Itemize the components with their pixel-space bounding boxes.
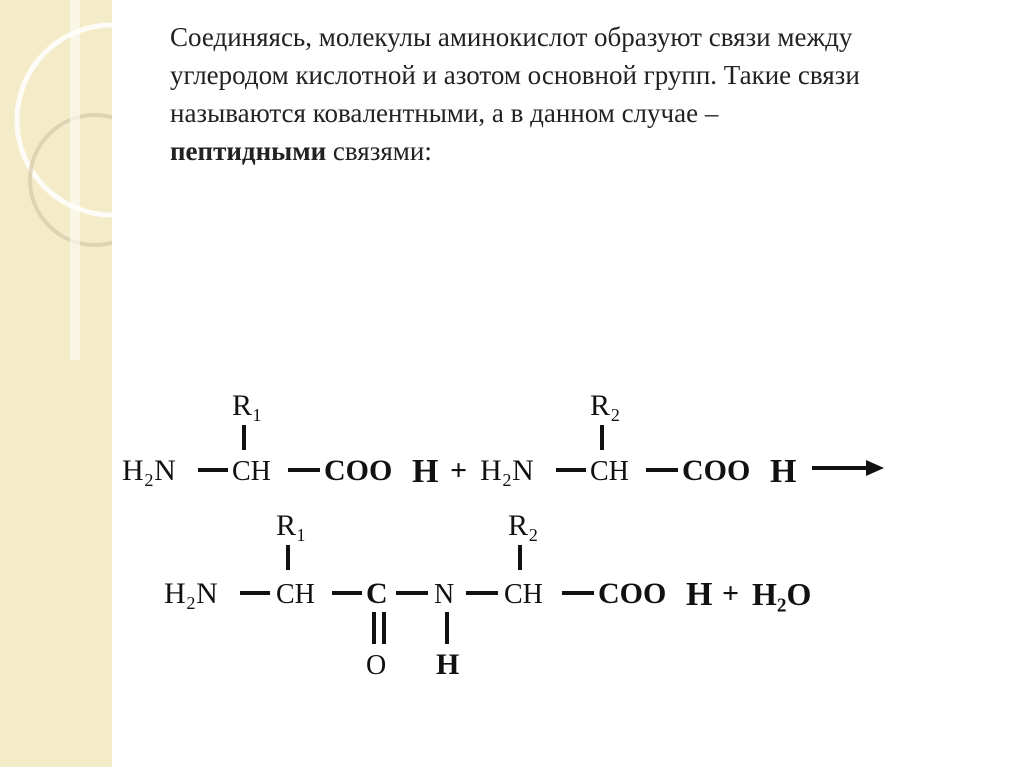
explanation-line-2: углеродом кислотной и азотом основной групп. Такие связи (170, 60, 860, 90)
carbonyl-oxygen: O (366, 650, 387, 681)
alpha-carbon-2: CH (590, 456, 629, 487)
amide-hydrogen: H (436, 648, 460, 681)
carboxyl-group-product: COO (598, 577, 667, 610)
radical-r1-bottom: R₁ (276, 509, 307, 542)
amino-group-1: H₂N (122, 454, 176, 487)
alpha-carbon-product-2: CH (504, 579, 543, 610)
side-decoration-band-lower (0, 690, 112, 767)
amino-group-product: H₂N (164, 577, 218, 610)
radical-r1-top: R₁ (232, 389, 263, 422)
plus-sign-1: + (450, 454, 468, 487)
radical-r2-top: R₂ (590, 389, 621, 422)
carbonyl-carbon: C (366, 577, 388, 610)
carboxyl-hydrogen-1: H (412, 453, 439, 490)
alpha-carbon-product-1: CH (276, 579, 315, 610)
radical-r2-bottom: R₂ (508, 509, 539, 542)
reactant-amino-acid-1 (122, 389, 438, 490)
reactant-amino-acid-2 (480, 389, 796, 490)
amino-group-2: H₂N (480, 454, 534, 487)
amide-nitrogen: N (434, 579, 455, 610)
peptide-term: пептидными (170, 136, 327, 166)
plus-sign-2: + (722, 577, 740, 610)
product-dipeptide (164, 509, 712, 681)
carboxyl-group-1: COO (324, 454, 393, 487)
alpha-carbon-1: CH (232, 456, 271, 487)
explanation-line-4-rest: связями: (326, 136, 432, 166)
water-molecule: H₂O (752, 576, 812, 612)
explanation-text (170, 18, 980, 170)
peptide-reaction-diagram (0, 360, 1024, 700)
reaction-arrow (812, 460, 884, 476)
explanation-line-3: называются ковалентными, а в данном случае – (170, 98, 719, 128)
carboxyl-group-2: COO (682, 454, 751, 487)
reaction-arrow-head (866, 460, 884, 476)
carboxyl-hydrogen-product: H (686, 576, 713, 613)
carboxyl-hydrogen-2: H (770, 453, 797, 490)
explanation-line-4 (170, 132, 980, 170)
explanation-line-1: Соединяясь, молекулы аминокислот образуют связи между (170, 22, 853, 52)
